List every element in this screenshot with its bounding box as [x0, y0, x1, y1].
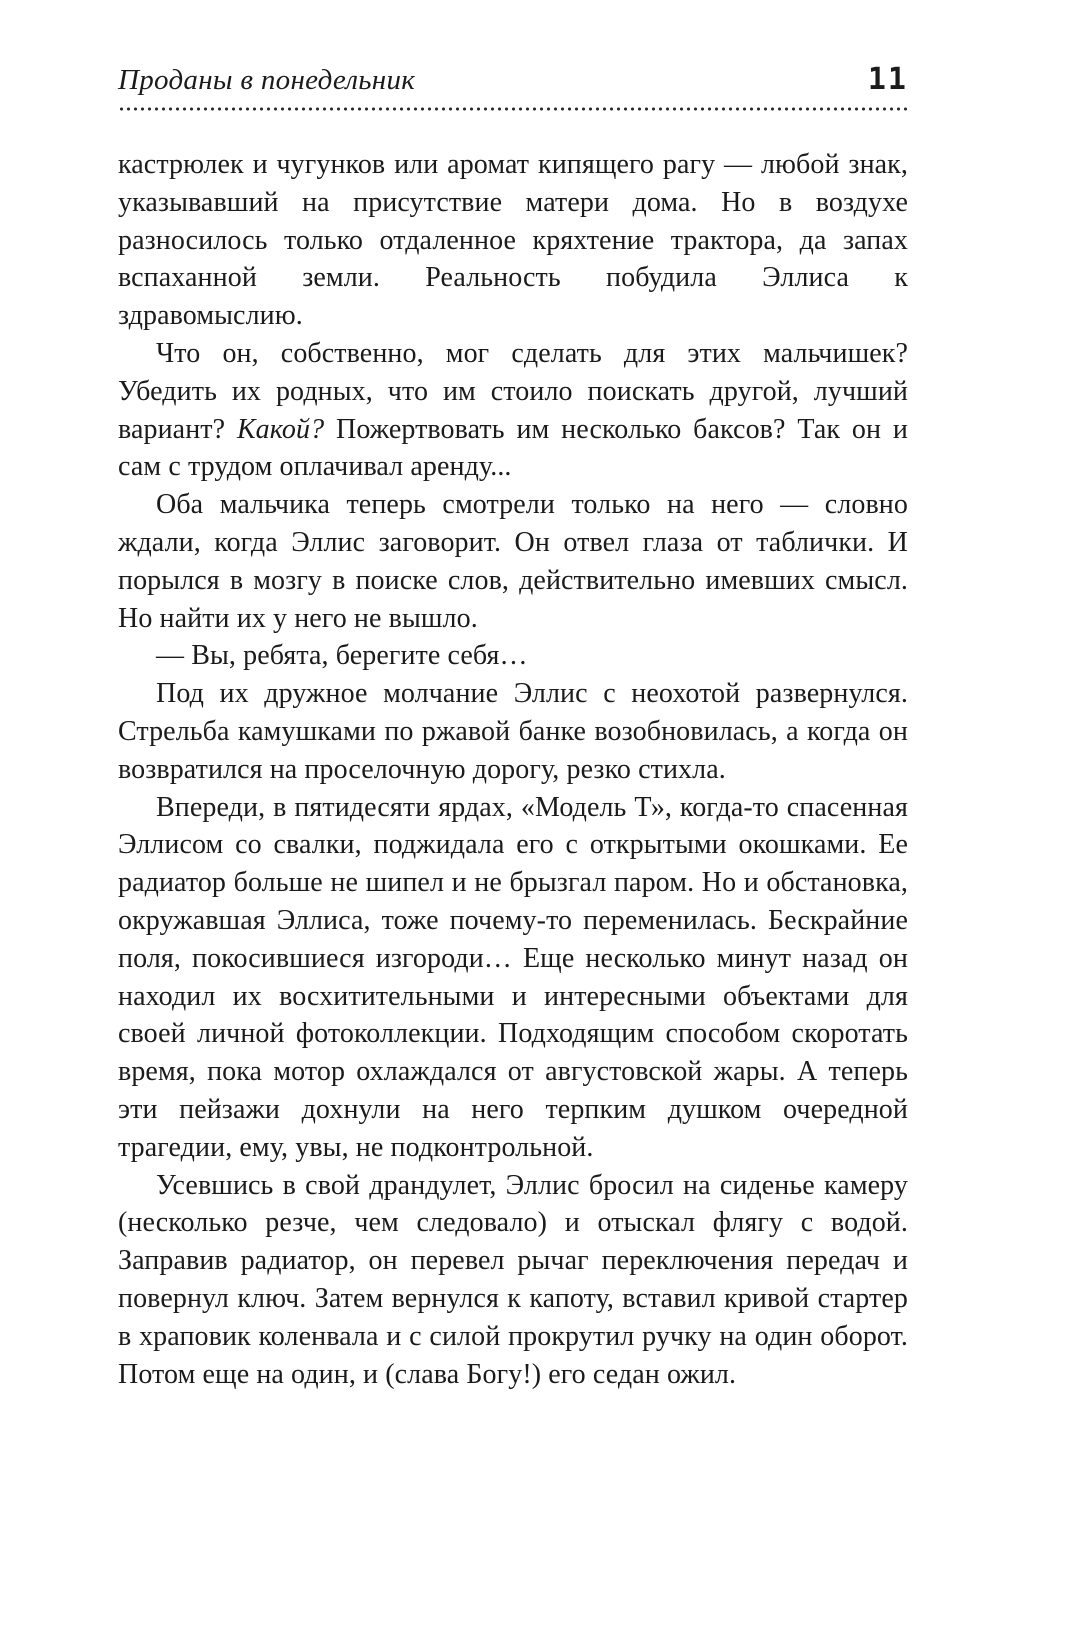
page-number: 11: [867, 62, 908, 97]
running-header: [118, 58, 908, 98]
body-text: [118, 146, 908, 1393]
paragraph: Оба мальчика теперь смотрели только на него — словно ждали, когда Эллис заговорит. Он отвел глаза от таблички. И порылся в мозгу в поиске слов, действительно имевших смысл. Но найти их у него не вышло.: [118, 489, 908, 634]
dotted-header-rule: [118, 107, 908, 111]
paragraph: [118, 335, 908, 486]
paragraph-text: Что он, собственно, мог сделать для этих мальчишек? Убедить их родных, что им стоило поискать другой, лучший вариант?: [118, 337, 908, 445]
paragraph: Под их дружное молчание Эллис с неохотой развернулся. Стрельба камушками по ржавой банке возобновилась, а когда он возвратился на проселочную дорогу, резко стихла.: [118, 678, 908, 785]
paragraph: кастрюлек и чугунков или аромат кипящего рагу — любой знак, указывавший на присутствие матери дома. Но в воздухе разносилось только отдаленное кряхтение трактора, да запах вспаханной земли. Реальность побудила Эллиса к здравомыслию.: [118, 149, 908, 332]
paragraph-text: Пожертвовать им несколько баксов? Так он и сам с трудом оплачивал аренду...: [118, 413, 908, 483]
paragraph: Усевшись в свой драндулет, Эллис бросил на сиденье камеру (несколько резче, чем следовало) и отыскал флягу с водой. Заправив радиатор, он перевел рычаг переключения передач и повернул ключ. Затем вернулся к капоту, вставил кривой стартер в храповик коленвала и с силой прокрутил ручку на один оборот. Потом еще на один, и (слава Богу!) его седан ожил.: [118, 1169, 908, 1390]
book-page: [118, 58, 908, 1393]
paragraph: Впереди, в пятидесяти ярдах, «Модель Т», когда-то спасенная Эллисом со свалки, поджидала его с открытыми окошками. Ее радиатор больше не шипел и не брызгал паром. Но и обстановка, окружавшая Эллиса, тоже почему-то переменилась. Бескрайние поля, покосившиеся изгороди… Еще несколько минут назад он находил их восхитительными и интересными объектами для своей личной фотоколлекции. Подходящим способом скоротать время, пока мотор охлаждался от августовской жары. А теперь эти пейзажи дохнули на него терпким душком очередной трагедии, ему, увы, не подконтрольной.: [118, 791, 908, 1163]
dialogue-line: — Вы, ребята, берегите себя…: [156, 640, 528, 672]
running-title: Проданы в понедельник: [118, 64, 416, 96]
italic-emphasis: Какой?: [236, 413, 325, 445]
